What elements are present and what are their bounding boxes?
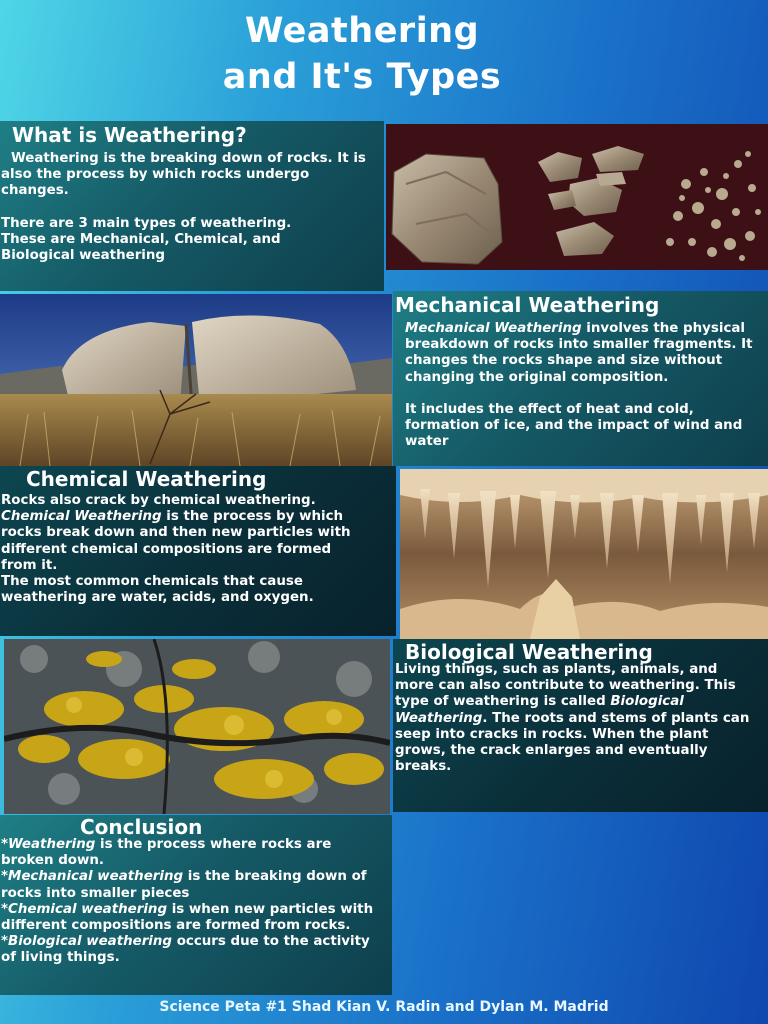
conclusion-text: is the breaking down of rocks into smaller pieces xyxy=(1,869,367,901)
poster-title xyxy=(0,8,724,100)
conclusion-bullet: * xyxy=(1,934,9,950)
mechanical-weathering-definition-text: involves the physical breakdown of rocks into smaller fragments. It changes the rocks shape and size without changing the original composition. xyxy=(405,321,753,385)
conclusion-term: Chemical weathering xyxy=(8,901,168,917)
biological-weathering-panel xyxy=(393,639,768,812)
biological-weathering-intro: Living things, such as plants, animals, and more can also contribute to weathering. This type of weathering is called xyxy=(395,662,736,710)
biological-weathering-definition-text: . The roots and stems of plants can seep into cracks in rocks. When the plant grows, the crack enlarges and eventually breaks. xyxy=(395,710,750,775)
conclusion-item xyxy=(1,902,376,934)
chemical-weathering-panel xyxy=(0,466,396,636)
conclusion-panel xyxy=(0,815,392,995)
title-line-2: and It's Types xyxy=(222,57,502,97)
conclusion-text: is when new particles with different compositions are formed from rocks. xyxy=(1,901,374,934)
lichen-rock-photo xyxy=(4,639,390,814)
weathering-types-summary: There are 3 main types of weathering. These are Mechanical, Chemical, and Biological weathering xyxy=(1,215,292,264)
what-is-weathering-text xyxy=(1,151,381,264)
conclusion-term: Mechanical weathering xyxy=(8,869,184,885)
conclusion-list xyxy=(1,837,376,967)
mechanical-weathering-panel xyxy=(393,291,768,466)
cave-stalactites-photo xyxy=(400,469,768,639)
chemical-weathering-definition xyxy=(1,493,371,574)
chemical-weathering-text xyxy=(1,493,371,606)
conclusion-item xyxy=(1,869,376,901)
biological-weathering-definition xyxy=(395,662,759,775)
conclusion-bullet: * xyxy=(1,869,9,885)
biological-weathering-heading: Biological Weathering xyxy=(405,640,653,664)
rock-fragments-photo xyxy=(386,124,768,270)
conclusion-term: Biological weathering xyxy=(8,934,173,950)
conclusion-text: occurs due to the activity of living things. xyxy=(1,934,370,966)
mechanical-weathering-text xyxy=(405,321,765,450)
conclusion-text: is the process where rocks are broken down. xyxy=(1,837,332,869)
chemical-weathering-heading: Chemical Weathering xyxy=(26,467,267,491)
title-line-1: Weathering xyxy=(244,11,480,51)
mechanical-weathering-heading: Mechanical Weathering xyxy=(395,293,660,317)
chemical-weathering-intro: Rocks also crack by chemical weathering. xyxy=(1,493,316,508)
chemical-weathering-term: Chemical Weathering xyxy=(1,509,162,525)
chemical-weathering-definition-text: is the process by which rocks break down and then new particles with different chemical compositions are formed from it. xyxy=(1,509,351,573)
mechanical-weathering-effects: It includes the effect of heat and cold, formation of ice, and the impact of wind and water xyxy=(405,401,743,450)
what-is-weathering-definition: Weathering is the breaking down of rocks. It is also the process by which rocks undergo changes. xyxy=(1,151,366,199)
credits-footer: Science Peta #1 Shad Kian V. Radin and Dylan M. Madrid xyxy=(159,999,609,1015)
mechanical-weathering-term: Mechanical Weathering xyxy=(405,321,582,336)
mechanical-weathering-definition xyxy=(405,321,765,386)
biological-weathering-text xyxy=(395,662,759,775)
conclusion-item xyxy=(1,837,376,869)
conclusion-bullet: * xyxy=(1,837,9,852)
what-is-weathering-panel xyxy=(0,121,384,291)
what-is-weathering-heading: What is Weathering? xyxy=(12,123,247,147)
conclusion-heading: Conclusion xyxy=(80,815,203,839)
split-boulder-photo xyxy=(0,294,392,466)
conclusion-term: Weathering xyxy=(8,837,96,852)
chemical-weathering-agents: The most common chemicals that cause weathering are water, acids, and oxygen. xyxy=(1,574,314,606)
conclusion-item xyxy=(1,934,376,966)
biological-weathering-term: Biological Weathering xyxy=(395,694,684,726)
conclusion-bullet: * xyxy=(1,901,9,917)
